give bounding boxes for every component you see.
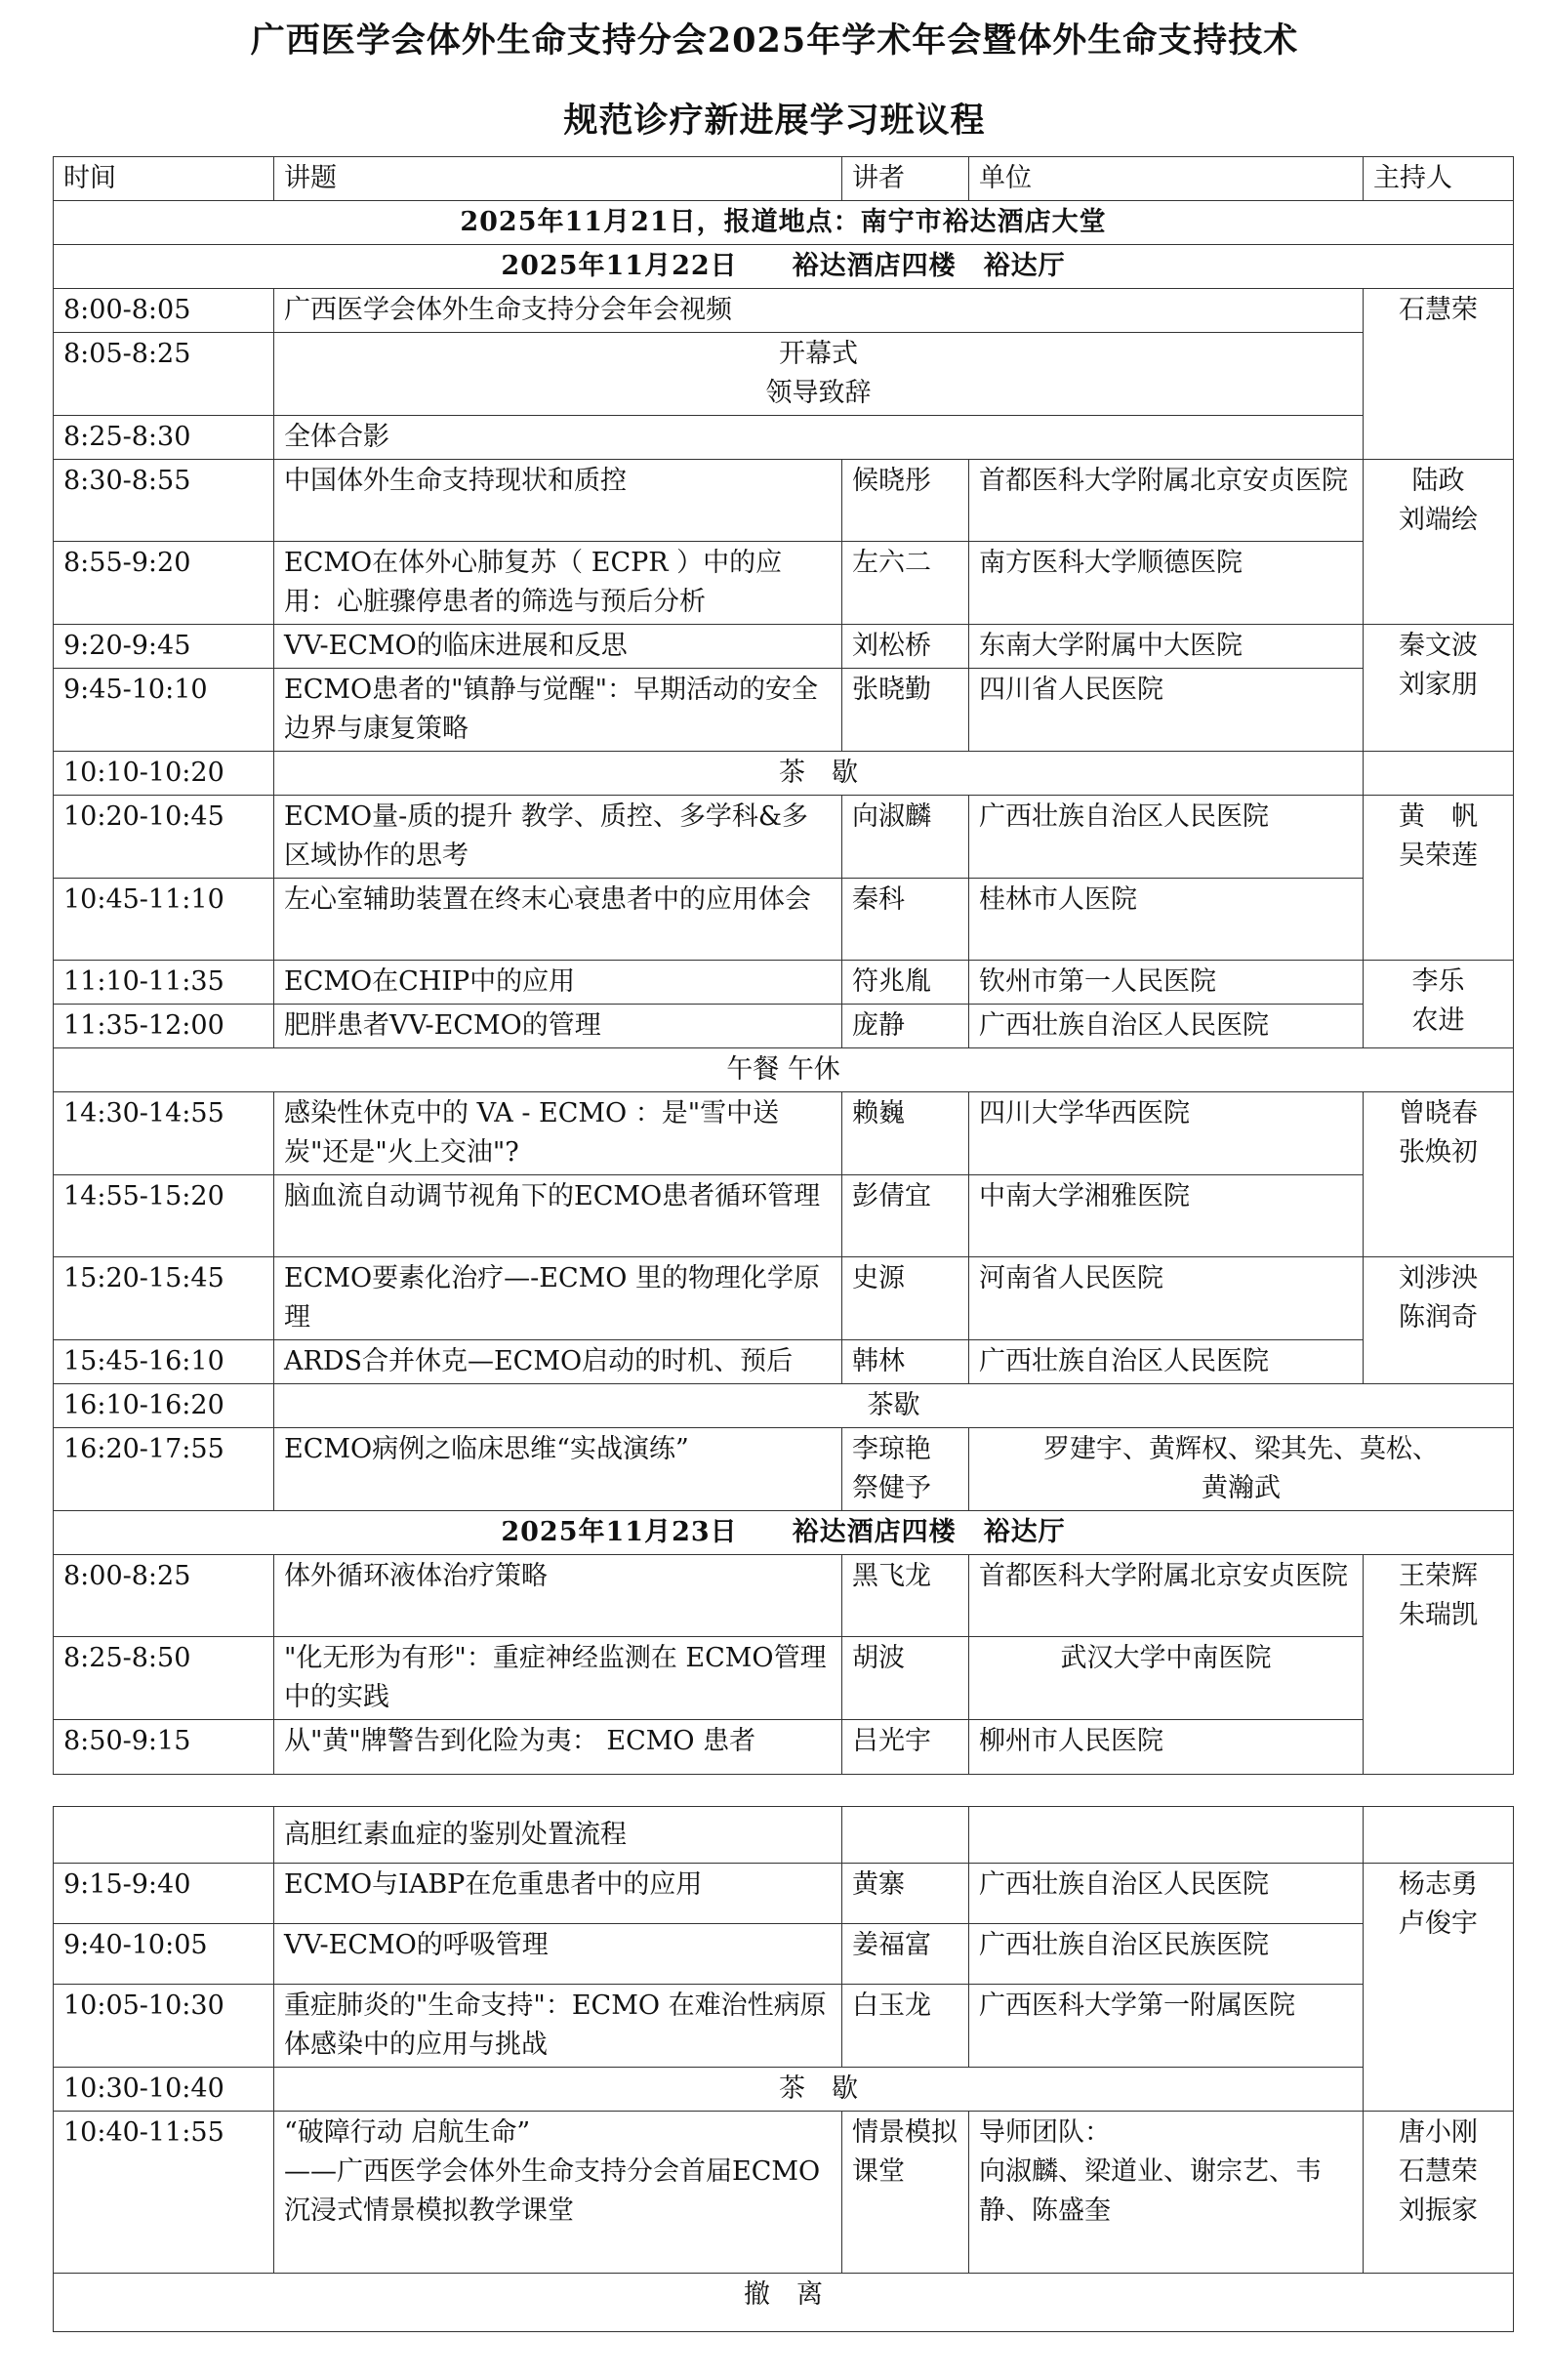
time-cell: 11:35-12:00 bbox=[54, 1005, 274, 1048]
time-cell: 14:30-14:55 bbox=[54, 1092, 274, 1175]
header-unit: 单位 bbox=[969, 157, 1364, 201]
time-cell: 10:20-10:45 bbox=[54, 796, 274, 879]
table-row bbox=[54, 1555, 1514, 1637]
topic-cell: ECMO患者的"镇静与觉醒"：早期活动的安全边界与康复策略 bbox=[274, 669, 842, 752]
table-row bbox=[54, 1257, 1514, 1340]
time-cell: 10:40-11:55 bbox=[54, 2112, 274, 2274]
table-row bbox=[54, 1428, 1514, 1511]
speaker-cell: 秦科 bbox=[842, 879, 969, 961]
unit-cell: 武汉大学中南医院 bbox=[969, 1637, 1364, 1720]
table-row bbox=[54, 752, 1514, 796]
time-cell: 9:15-9:40 bbox=[54, 1864, 274, 1924]
host-cell: 石慧荣 bbox=[1364, 289, 1514, 460]
unit-cell: 首都医科大学附属北京安贞医院 bbox=[969, 460, 1364, 542]
topic-cell: ECMO量-质的提升 教学、质控、多学科&多区域协作的思考 bbox=[274, 796, 842, 879]
topic-cell: 感染性休克中的 VA - ECMO ：是"雪中送炭"还是"火上交油"? bbox=[274, 1092, 842, 1175]
host-cell: 李乐 农进 bbox=[1364, 961, 1514, 1048]
table-row bbox=[54, 2112, 1514, 2274]
time-cell: 14:55-15:20 bbox=[54, 1175, 274, 1257]
host-cell: 曾晓春 张焕初 bbox=[1364, 1092, 1514, 1257]
host-cell: 黄 帆 吴荣莲 bbox=[1364, 796, 1514, 961]
topic-cell: 高胆红素血症的鉴别处置流程 bbox=[274, 1807, 842, 1864]
unit-cell: 广西壮族自治区人民医院 bbox=[969, 1340, 1364, 1384]
unit-cell: 首都医科大学附属北京安贞医院 bbox=[969, 1555, 1364, 1637]
time-cell: 8:00-8:25 bbox=[54, 1555, 274, 1637]
table-row bbox=[54, 2068, 1514, 2112]
table-row bbox=[54, 1807, 1514, 1864]
unit-cell: 广西医科大学第一附属医院 bbox=[969, 1985, 1364, 2068]
table-row bbox=[54, 1092, 1514, 1175]
speaker-cell: 彭倩宜 bbox=[842, 1175, 969, 1257]
unit-cell: 东南大学附属中大医院 bbox=[969, 625, 1364, 669]
unit-cell: 中南大学湘雅医院 bbox=[969, 1175, 1364, 1257]
unit-cell: 广西壮族自治区人民医院 bbox=[969, 796, 1364, 879]
unit-cell: 广西壮族自治区人民医院 bbox=[969, 1005, 1364, 1048]
time-cell: 15:20-15:45 bbox=[54, 1257, 274, 1340]
topic-cell: 左心室辅助装置在终末心衰患者中的应用体会 bbox=[274, 879, 842, 961]
table-row bbox=[54, 1175, 1514, 1257]
table-row bbox=[54, 625, 1514, 669]
topic-cell: VV-ECMO的呼吸管理 bbox=[274, 1924, 842, 1985]
speaker-cell: 庞静 bbox=[842, 1005, 969, 1048]
table-row bbox=[54, 879, 1514, 961]
time-cell: 9:40-10:05 bbox=[54, 1924, 274, 1985]
schedule-table-continued bbox=[53, 1806, 1514, 2332]
speaker-cell: 张晓勤 bbox=[842, 669, 969, 752]
table-row bbox=[54, 2274, 1514, 2332]
host-cell: 陆政 刘端绘 bbox=[1364, 460, 1514, 625]
time-cell: 8:25-8:30 bbox=[54, 416, 274, 460]
time-cell: 8:50-9:15 bbox=[54, 1720, 274, 1775]
table-row bbox=[54, 669, 1514, 752]
table-row bbox=[54, 1637, 1514, 1720]
table-row bbox=[54, 1985, 1514, 2068]
table-row bbox=[54, 289, 1514, 333]
unit-cell-empty bbox=[969, 1807, 1364, 1864]
host-cell: 秦文波 刘家朋 bbox=[1364, 625, 1514, 752]
speaker-cell: 左六二 bbox=[842, 542, 969, 625]
speaker-cell: 吕光宇 bbox=[842, 1720, 969, 1775]
topic-cell: VV-ECMO的临床进展和反思 bbox=[274, 625, 842, 669]
host-cell: 杨志勇 卢俊宇 bbox=[1364, 1864, 1514, 2112]
topic-cell: ECMO与IABP在危重患者中的应用 bbox=[274, 1864, 842, 1924]
time-cell: 15:45-16:10 bbox=[54, 1340, 274, 1384]
time-cell: 10:05-10:30 bbox=[54, 1985, 274, 2068]
unit-cell: 广西壮族自治区人民医院 bbox=[969, 1864, 1364, 1924]
topic-cell: 重症肺炎的"生命支持"：ECMO 在难治性病原体感染中的应用与挑战 bbox=[274, 1985, 842, 2068]
time-cell: 16:20-17:55 bbox=[54, 1428, 274, 1511]
topic-cell: 广西医学会体外生命支持分会年会视频 bbox=[274, 289, 1364, 333]
table-row bbox=[54, 1720, 1514, 1775]
table-row bbox=[54, 1048, 1514, 1092]
speaker-cell: 符兆胤 bbox=[842, 961, 969, 1005]
speaker-cell: 黄寨 bbox=[842, 1864, 969, 1924]
time-cell: 11:10-11:35 bbox=[54, 961, 274, 1005]
speaker-cell: 候晓彤 bbox=[842, 460, 969, 542]
speaker-cell: 李琼艳 祭健予 bbox=[842, 1428, 969, 1511]
host-cell-empty bbox=[1364, 752, 1514, 796]
time-cell: 8:05-8:25 bbox=[54, 333, 274, 416]
topic-cell: ECMO在体外心肺复苏（ ECPR ）中的应用：心脏骤停患者的筛选与预后分析 bbox=[274, 542, 842, 625]
header-host: 主持人 bbox=[1364, 157, 1514, 201]
time-cell: 8:25-8:50 bbox=[54, 1637, 274, 1720]
unit-cell: 四川大学华西医院 bbox=[969, 1092, 1364, 1175]
table-row bbox=[54, 1864, 1514, 1924]
speaker-cell: 姜福富 bbox=[842, 1924, 969, 1985]
table-row bbox=[54, 1005, 1514, 1048]
unit-cell: 柳州市人民医院 bbox=[969, 1720, 1364, 1775]
topic-cell: "化无形为有形"：重症神经监测在 ECMO管理中的实践 bbox=[274, 1637, 842, 1720]
topic-cell: 脑血流自动调节视角下的ECMO患者循环管理 bbox=[274, 1175, 842, 1257]
day-banner: 2025年11月22日 裕达酒店四楼 裕达厅 bbox=[54, 245, 1514, 289]
break-cell: 茶 歇 bbox=[274, 752, 1364, 796]
speaker-cell: 向淑麟 bbox=[842, 796, 969, 879]
header-speaker: 讲者 bbox=[842, 157, 969, 201]
unit-cell: 四川省人民医院 bbox=[969, 669, 1364, 752]
speaker-cell: 刘松桥 bbox=[842, 625, 969, 669]
speaker-cell: 赖巍 bbox=[842, 1092, 969, 1175]
topic-cell: “破障行动 启航生命” ——广西医学会体外生命支持分会首届ECMO沉浸式情景模拟教学课堂 bbox=[274, 2112, 842, 2274]
end-cell: 撤 离 bbox=[54, 2274, 1514, 2332]
header-row bbox=[54, 157, 1514, 201]
host-cell: 王荣辉 朱瑞凯 bbox=[1364, 1555, 1514, 1775]
unit-cell: 桂林市人医院 bbox=[969, 879, 1364, 961]
host-cell: 刘涉泱 陈润奇 bbox=[1364, 1257, 1514, 1384]
page-title: 广西医学会体外生命支持分会2025年学术年会暨体外生命支持技术 bbox=[250, 21, 1299, 61]
speaker-cell: 韩林 bbox=[842, 1340, 969, 1384]
time-cell-empty bbox=[54, 1807, 274, 1864]
unit-cell: 南方医科大学顺德医院 bbox=[969, 542, 1364, 625]
unit-cell: 罗建宇、黄辉权、梁其先、莫松、 黄瀚武 bbox=[969, 1428, 1514, 1511]
time-cell: 9:45-10:10 bbox=[54, 669, 274, 752]
topic-cell: ARDS合并休克—ECMO启动的时机、预后 bbox=[274, 1340, 842, 1384]
header-time: 时间 bbox=[54, 157, 274, 201]
table-row bbox=[54, 542, 1514, 625]
speaker-cell: 白玉龙 bbox=[842, 1985, 969, 2068]
speaker-cell: 史源 bbox=[842, 1257, 969, 1340]
speaker-cell-empty bbox=[842, 1807, 969, 1864]
speaker-cell: 胡波 bbox=[842, 1637, 969, 1720]
break-cell: 茶歇 bbox=[274, 1384, 1514, 1428]
topic-cell: ECMO要素化治疗—-ECMO 里的物理化学原理 bbox=[274, 1257, 842, 1340]
schedule-table bbox=[53, 156, 1514, 1775]
topic-cell: 体外循环液体治疗策略 bbox=[274, 1555, 842, 1637]
time-cell: 8:55-9:20 bbox=[54, 542, 274, 625]
table-row bbox=[54, 796, 1514, 879]
time-cell: 9:20-9:45 bbox=[54, 625, 274, 669]
table-row bbox=[54, 460, 1514, 542]
time-cell: 10:30-10:40 bbox=[54, 2068, 274, 2112]
lunch-break-cell: 午餐 午休 bbox=[54, 1048, 1514, 1092]
break-cell: 茶 歇 bbox=[274, 2068, 1364, 2112]
table-row bbox=[54, 961, 1514, 1005]
unit-cell: 导师团队： 向淑麟、梁道业、谢宗艺、韦静、陈盛奎 bbox=[969, 2112, 1364, 2274]
table-row bbox=[54, 1924, 1514, 1985]
day-banner: 2025年11月23日 裕达酒店四楼 裕达厅 bbox=[54, 1511, 1514, 1555]
time-cell: 10:10-10:20 bbox=[54, 752, 274, 796]
host-cell: 唐小刚 石慧荣 刘振家 bbox=[1364, 2112, 1514, 2274]
table-row bbox=[54, 1384, 1514, 1428]
speaker-cell: 情景模拟课堂 bbox=[842, 2112, 969, 2274]
topic-cell: 全体合影 bbox=[274, 416, 1364, 460]
time-cell: 8:00-8:05 bbox=[54, 289, 274, 333]
topic-cell: 肥胖患者VV-ECMO的管理 bbox=[274, 1005, 842, 1048]
time-cell: 16:10-16:20 bbox=[54, 1384, 274, 1428]
unit-cell: 河南省人民医院 bbox=[969, 1257, 1364, 1340]
host-cell-empty bbox=[1364, 1807, 1514, 1864]
day-banner: 2025年11月21日，报道地点：南宁市裕达酒店大堂 bbox=[54, 201, 1514, 245]
header-topic: 讲题 bbox=[274, 157, 842, 201]
time-cell: 8:30-8:55 bbox=[54, 460, 274, 542]
topic-cell: 开幕式 领导致辞 bbox=[274, 333, 1364, 416]
topic-cell: 中国体外生命支持现状和质控 bbox=[274, 460, 842, 542]
topic-cell: ECMO在CHIP中的应用 bbox=[274, 961, 842, 1005]
table-row bbox=[54, 1340, 1514, 1384]
unit-cell: 广西壮族自治区民族医院 bbox=[969, 1924, 1364, 1985]
page-subtitle: 规范诊疗新进展学习班议程 bbox=[563, 101, 986, 141]
topic-cell: 从"黄"牌警告到化险为夷： ECMO 患者 bbox=[274, 1720, 842, 1775]
table-row bbox=[54, 416, 1514, 460]
table-row bbox=[54, 333, 1514, 416]
topic-cell: ECMO病例之临床思维“实战演练” bbox=[274, 1428, 842, 1511]
time-cell: 10:45-11:10 bbox=[54, 879, 274, 961]
unit-cell: 钦州市第一人民医院 bbox=[969, 961, 1364, 1005]
speaker-cell: 黑飞龙 bbox=[842, 1555, 969, 1637]
